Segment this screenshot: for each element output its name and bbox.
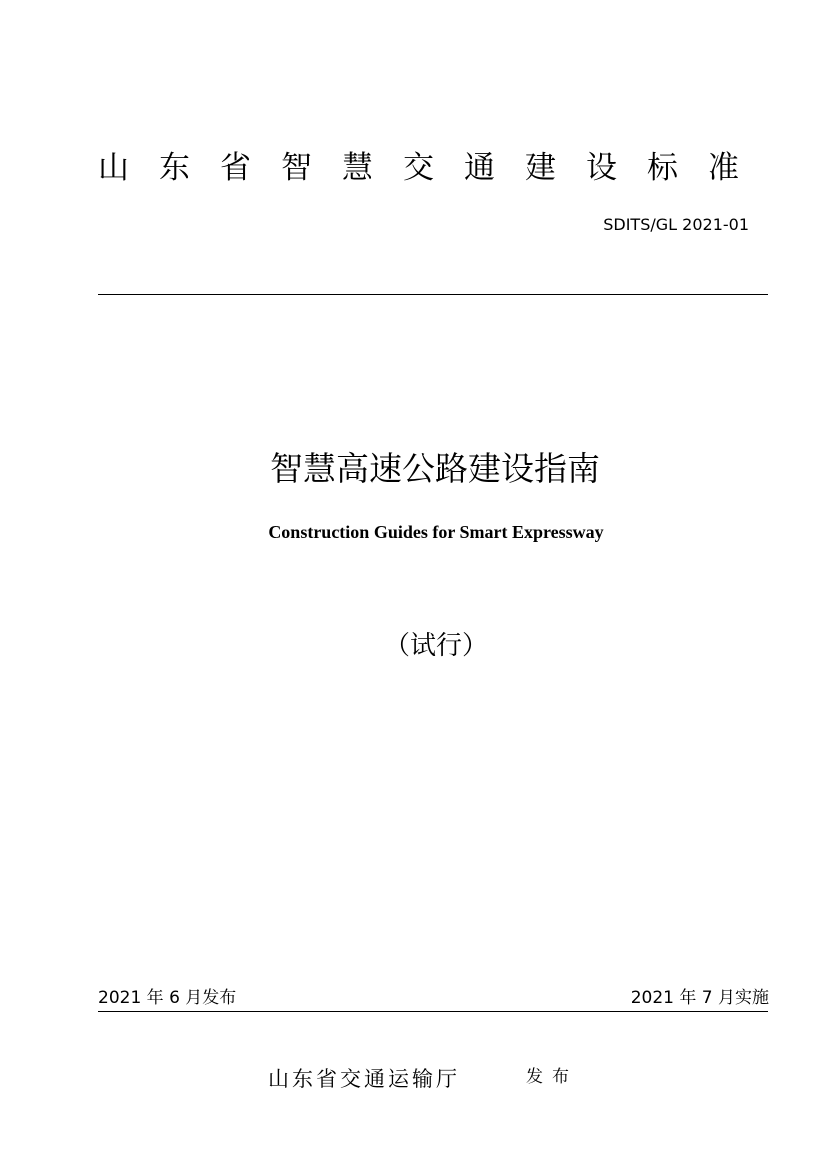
document-title-english: Construction Guides for Smart Expressway [268, 522, 604, 542]
document-status: （试行） [383, 631, 488, 661]
standard-code: SDITS/GL 2021-01 [603, 215, 749, 234]
bottom-divider [98, 1011, 768, 1012]
document-title: 智慧高速公路建设指南 [270, 449, 600, 488]
top-divider [98, 294, 768, 295]
standard-series-title: 山东省智慧交通建设标准 [98, 150, 769, 186]
effective-date: 2021 年 7 月实施 [630, 988, 769, 1008]
issuing-authority: 山东省交通运输厅 [268, 1067, 460, 1091]
publish-date: 2021 年 6 月发布 [98, 988, 237, 1008]
issue-label: 发布 [526, 1067, 578, 1087]
